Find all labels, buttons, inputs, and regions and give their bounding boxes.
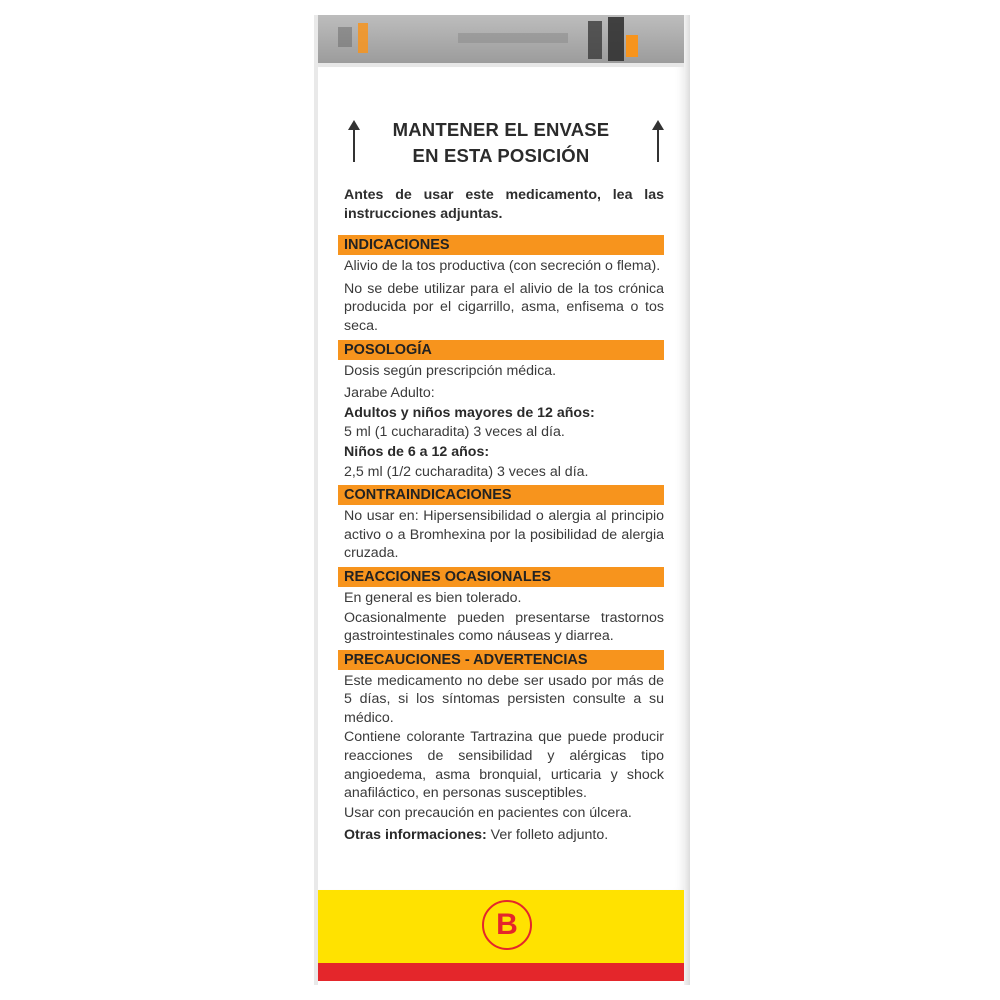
precauciones-paragraph-1: Este medicamento no debe ser usado por más de 5 días, si los síntomas persisten consulte a su médico. <box>344 672 664 726</box>
arrow-up-icon <box>651 120 665 162</box>
posologia-paragraph-1: Dosis según prescripción médica. <box>344 362 557 379</box>
red-band <box>318 963 684 981</box>
box-top-flap <box>318 15 684 63</box>
posologia-paragraph-2: Jarabe Adulto: <box>344 385 435 402</box>
keep-position-notice <box>370 117 632 169</box>
reacciones-paragraph-1: En general es bien tolerado. <box>344 589 522 606</box>
reacciones-paragraph-2: Ocasionalmente pueden presentarse trastornos gastrointestinales como náuseas y diarrea. <box>344 609 664 645</box>
top-flap-printing <box>318 15 684 63</box>
other-info-label: Otras informaciones: <box>344 827 487 844</box>
section-header-precauciones: PRECAUCIONES - ADVERTENCIAS <box>338 650 664 670</box>
label-content <box>338 186 664 845</box>
box-right-edge <box>684 15 690 985</box>
section-header-posologia: POSOLOGÍA <box>338 340 664 360</box>
section-header-contraindicaciones: CONTRAINDICACIONES <box>338 485 664 505</box>
indicaciones-paragraph-1: Alivio de la tos productiva (con secreción o flema). <box>344 258 661 275</box>
posologia-children-heading: Niños de 6 a 12 años: <box>344 443 490 460</box>
keep-position-line2: EN ESTA POSICIÓN <box>412 145 590 166</box>
posologia-adults-heading: Adultos y niños mayores de 12 años: <box>344 404 595 421</box>
posologia-children-dose: 2,5 ml (1/2 cucharadita) 3 veces al día. <box>344 463 589 480</box>
precauciones-paragraph-3: Usar con precaución en pacientes con úlcera. <box>344 804 632 821</box>
keep-position-line1: MANTENER EL ENVASE <box>392 119 610 140</box>
precauciones-paragraph-2: Contiene colorante Tartrazina que puede producir reacciones de sensibilidad y alérgicas tipo angioedema, asma bronquial, urticaria y shock anafiláctico, en personas susceptibles. <box>344 729 664 802</box>
section-header-indicaciones: INDICACIONES <box>338 235 664 255</box>
other-info <box>344 826 664 845</box>
posologia-adults-dose: 5 ml (1 cucharadita) 3 veces al día. <box>344 424 565 441</box>
arrow-up-icon <box>347 120 361 162</box>
sale-condition-badge: B <box>482 900 532 950</box>
intro-text: Antes de usar este medicamento, lea las instrucciones adjuntas. <box>344 187 664 222</box>
indicaciones-paragraph-2: No se debe utilizar para el alivio de la tos crónica producida por el cigarrillo, asma, enfisema o tos seca. <box>344 280 664 334</box>
section-header-reacciones: REACCIONES OCASIONALES <box>338 567 664 587</box>
contraindicaciones-paragraph-1: No usar en: Hipersensibilidad o alergia al principio activo o a Bromhexina por la posibilidad de alergia cruzada. <box>344 508 664 562</box>
other-info-value: Ver folleto adjunto. <box>486 827 609 844</box>
